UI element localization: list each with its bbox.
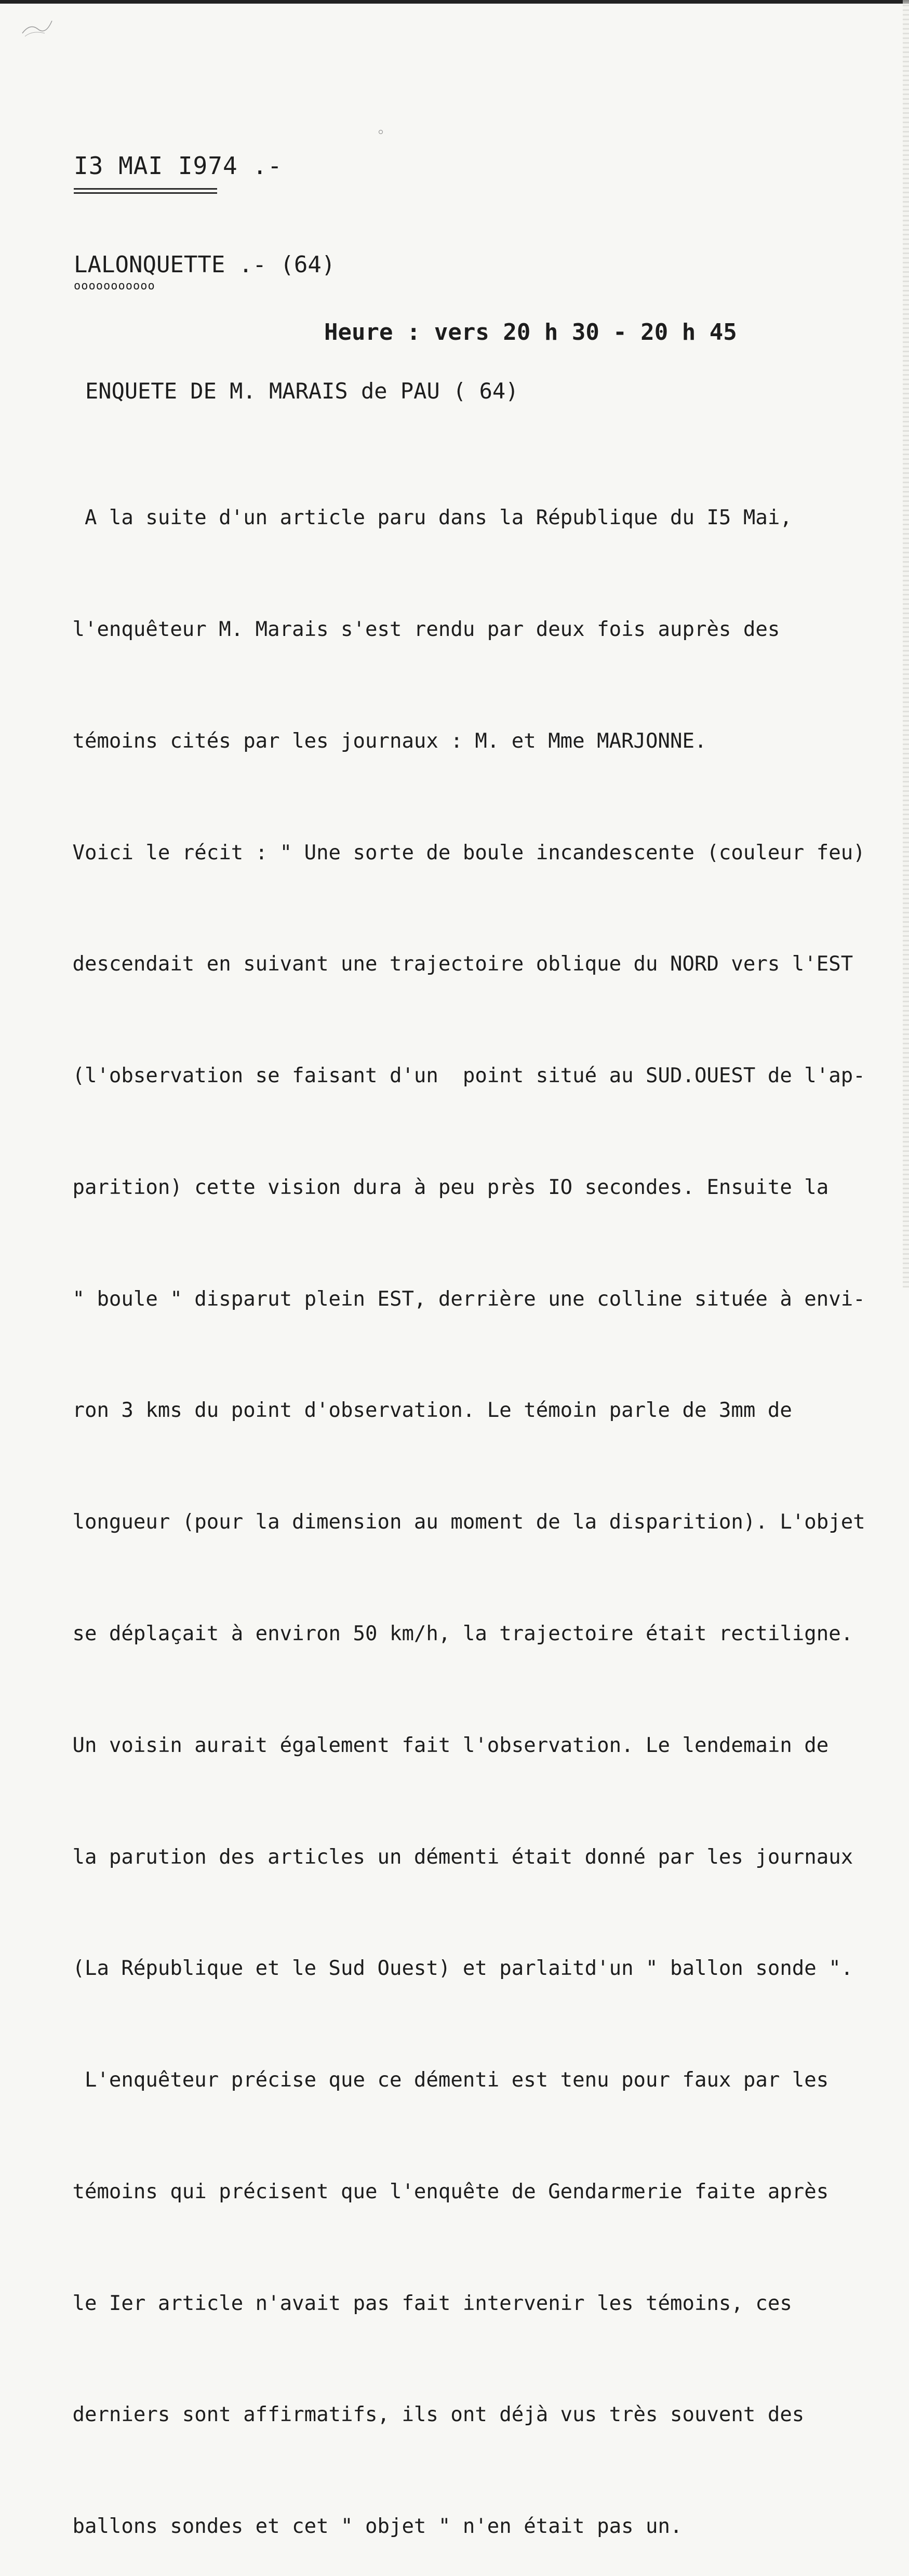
body-line: (l'observation se faisant d'un point situé au SUD.OUEST de l'ap-: [60, 1064, 865, 1088]
body-line: longueur (pour la dimension au moment de la disparition). L'objet: [60, 1510, 865, 1534]
body-line: parition) cette vision dura à peu près IO secondes. Ensuite la: [60, 1175, 829, 1199]
scan-edge-noise: [903, 0, 909, 1288]
body-line: ballons sondes et cet " objet " n'en était pas un.: [60, 2515, 683, 2539]
body-line: se déplaçait à environ 50 km/h, la trajectoire était rectiligne.: [60, 1622, 853, 1645]
body-line: (La République et le Sud Ouest) et parlaitd'un " ballon sonde ".: [60, 1957, 853, 1981]
body-line: ron 3 kms du point d'observation. Le témoin parle de 3mm de: [60, 1399, 792, 1423]
stray-dot-mark: [379, 130, 383, 134]
inquiry-heading: ENQUETE DE M. MARAIS de PAU ( 64): [85, 378, 519, 404]
observation-time: Heure : vers 20 h 30 - 20 h 45: [324, 319, 737, 346]
document-date: I3 MAI I974 .-: [74, 152, 283, 180]
date-underline-second: [74, 192, 217, 194]
location-heading: LALONQUETTE .- (64): [74, 251, 336, 278]
body-line: témoins qui précisent que l'enquête de Gendarmerie faite après: [60, 2180, 829, 2203]
report-body: [60, 425, 881, 2576]
body-line: " boule " disparut plein EST, derrière une colline située à envi-: [60, 1287, 865, 1311]
date-underline: [74, 188, 217, 190]
body-line: derniers sont affirmatifs, ils ont déjà vus très souvent des: [60, 2403, 805, 2427]
location-underline-dots: ooooooooooo: [74, 280, 155, 293]
body-line: témoins cités par les journaux : M. et Mme MARJONNE.: [60, 729, 707, 753]
body-line: Un voisin aurait également fait l'observation. Le lendemain de: [60, 1733, 829, 1757]
body-line: A la suite d'un article paru dans la République du I5 Mai,: [60, 506, 792, 530]
body-line: descendait en suivant une trajectoire oblique du NORD vers l'EST: [60, 952, 853, 976]
body-line: le Ier article n'avait pas fait intervenir les témoins, ces: [60, 2291, 792, 2315]
body-line: l'enquêteur M. Marais s'est rendu par deux fois auprès des: [60, 617, 780, 641]
body-line: la parution des articles un démenti était donné par les journaux: [60, 1845, 853, 1869]
body-line: L'enquêteur précise que ce démenti est tenu pour faux par les: [60, 2068, 829, 2092]
body-line: Voici le récit : " Une sorte de boule incandescente (couleur feu): [60, 841, 865, 865]
pencil-scribble-mark: [20, 18, 56, 38]
top-border-line: [0, 0, 909, 4]
